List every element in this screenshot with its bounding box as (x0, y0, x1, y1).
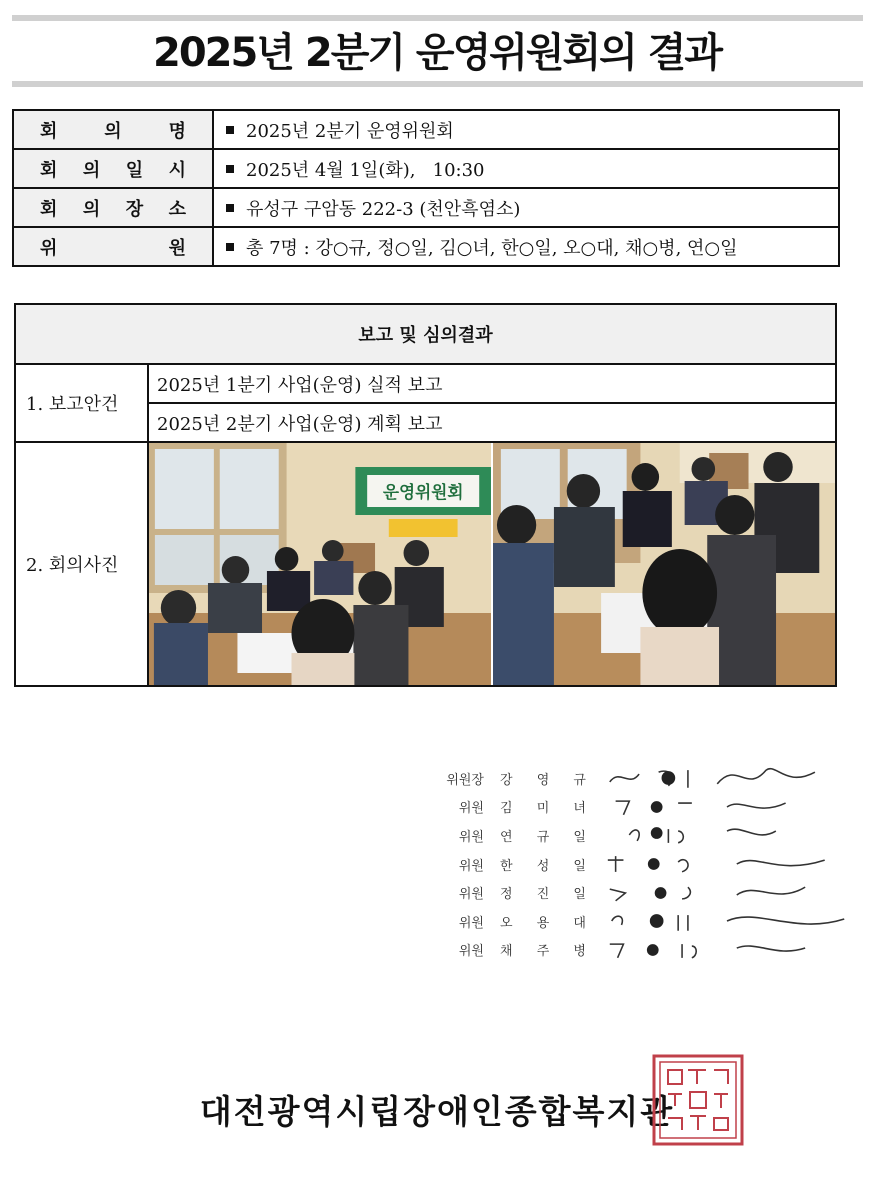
handwritten-signature (600, 936, 854, 964)
report-item: 2025년 2분기 사업(운영) 계획 보고 (148, 403, 836, 442)
bullet-icon (226, 165, 234, 173)
signature-name: 오 용 대 (500, 915, 596, 931)
meeting-photos (148, 442, 836, 686)
photos-label: 2. 회의사진 (15, 442, 148, 686)
signature-role: 위원 (458, 829, 484, 845)
bullet-icon (226, 243, 234, 251)
info-row (13, 188, 839, 227)
info-key: 회 의 일 시 (13, 149, 213, 188)
signature-block (404, 764, 854, 964)
signature-row (404, 850, 854, 879)
signature-row (404, 936, 854, 965)
info-value: 총 7명 : 강○규, 정○일, 김○녀, 한○일, 오○대, 채○병, 연○일 (213, 227, 839, 266)
info-key: 회 의 명 (13, 110, 213, 149)
bullet-icon (226, 204, 234, 212)
results-table (14, 303, 837, 687)
handwritten-signature (600, 907, 854, 935)
handwritten-signature (600, 764, 854, 792)
signature-role: 위원 (458, 944, 484, 960)
signature-name: 정 진 일 (500, 887, 596, 903)
info-row (13, 110, 839, 149)
signature-row (404, 907, 854, 936)
info-value: 2025년 2분기 운영위원회 (213, 110, 839, 149)
meeting-photo-2 (491, 443, 835, 685)
report-item: 2025년 1분기 사업(운영) 실적 보고 (148, 364, 836, 403)
signature-role: 위원 (458, 801, 484, 817)
signature-name: 연 규 일 (500, 829, 596, 845)
meeting-info-table (12, 109, 840, 267)
results-header: 보고 및 심의결과 (15, 304, 836, 364)
info-key: 위 원 (13, 227, 213, 266)
signature-row (404, 878, 854, 907)
official-seal (652, 1054, 744, 1146)
meeting-photo-1 (149, 443, 491, 685)
signature-name: 한 성 일 (500, 858, 596, 874)
handwritten-signature (600, 850, 854, 878)
handwritten-signature (600, 793, 854, 821)
signature-name: 강 영 규 (500, 772, 596, 788)
signature-role: 위원 (458, 915, 484, 931)
info-value: 2025년 4월 1일(화), 10:30 (213, 149, 839, 188)
banner-text: 운영위원회 (382, 481, 464, 503)
info-key: 회 의 장 소 (13, 188, 213, 227)
info-row (13, 227, 839, 266)
top-rule (12, 15, 863, 21)
handwritten-signature (600, 879, 854, 907)
handwritten-signature (600, 821, 854, 849)
signature-name: 김 미 녀 (500, 801, 596, 817)
signature-row (404, 764, 854, 793)
signature-row (404, 821, 854, 850)
bullet-icon (226, 126, 234, 134)
info-value: 유성구 구암동 222-3 (천안흑염소) (213, 188, 839, 227)
signature-role: 위원 (458, 887, 484, 903)
bottom-rule (12, 81, 863, 87)
signature-name: 채 주 병 (500, 944, 596, 960)
organization-name: 대전광역시립장애인종합복지관 (199, 1092, 675, 1131)
signature-role: 위원 (458, 858, 484, 874)
signature-row (404, 793, 854, 822)
signature-role: 위원장 (446, 772, 484, 788)
report-items-label: 1. 보고안건 (15, 364, 148, 442)
info-row (13, 149, 839, 188)
page-title: 2025년 2분기 운영위원회의 결과 (153, 30, 721, 76)
